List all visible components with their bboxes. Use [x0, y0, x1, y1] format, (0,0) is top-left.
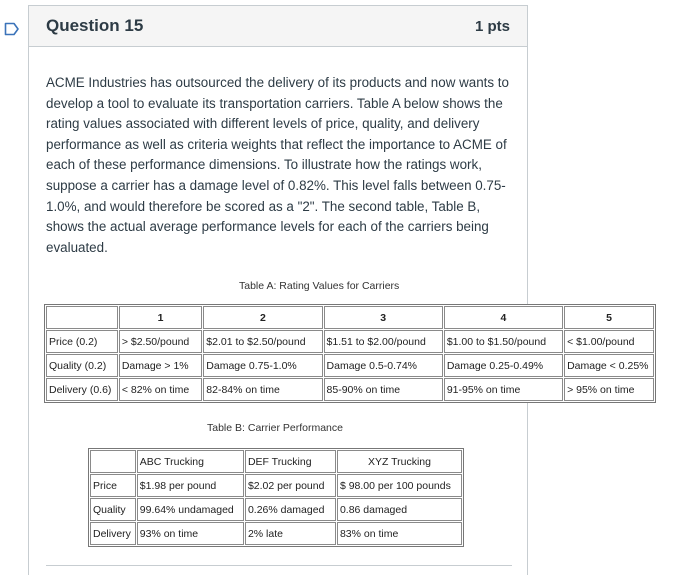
table-b-header-cell: ABC Trucking	[137, 450, 244, 473]
table-b-carrier-performance	[88, 448, 464, 547]
table-b-header-row	[90, 450, 462, 473]
table-b-cell: 0.26% damaged	[245, 498, 336, 521]
table-a-header-cell: 1	[119, 306, 202, 329]
table-a-header-cell: 5	[564, 306, 654, 329]
table-a-cell: Damage < 0.25%	[564, 354, 654, 377]
table-b-cell: 83% on time	[337, 522, 462, 545]
table-a-cell: 91-95% on time	[444, 378, 563, 401]
table-b-row-label: Quality	[90, 498, 136, 521]
table-a-corner-cell	[46, 306, 118, 329]
question-header	[29, 6, 527, 47]
table-b-header-cell: XYZ Trucking	[337, 450, 462, 473]
question-text: ACME Industries has outsourced the delivery of its products and now wants to develop a tool to evaluate its transportation carriers. Table A below shows the rating values associated with different levels of price, quality, and delivery performance as well as criteria weights that reflect the importance to ACME of each of these performance dimensions. To illustrate how the ratings work, suppose a carrier has a damage level of 0.82%. This level falls between 0.75-1.0%, and would therefore be scored as a "2". The second table, Table B, shows the actual average performance levels for each of the carriers being evaluated.	[46, 75, 509, 255]
question-title: Question 15	[46, 16, 144, 35]
table-b-caption: Table B: Carrier Performance	[207, 422, 343, 434]
table-b-row-label: Price	[90, 474, 136, 497]
table-b-row-label: Delivery	[90, 522, 136, 545]
table-b-cell: 2% late	[245, 522, 336, 545]
table-a-header-cell: 4	[444, 306, 563, 329]
table-a-cell: Damage 0.25-0.49%	[444, 354, 563, 377]
table-a-cell: Damage 0.75-1.0%	[203, 354, 322, 377]
table-a-header-row	[46, 306, 654, 329]
table-a-cell: $1.00 to $1.50/pound	[444, 330, 563, 353]
table-a-cell: Damage 0.5-0.74%	[324, 354, 443, 377]
table-a-cell: > $2.50/pound	[119, 330, 202, 353]
table-b-row-quality	[90, 498, 462, 521]
table-b-header-cell: DEF Trucking	[245, 450, 336, 473]
table-b-row-price	[90, 474, 462, 497]
table-a-row-label: Delivery (0.6)	[46, 378, 118, 401]
table-a-header-cell: 3	[324, 306, 443, 329]
table-b-cell: $1.98 per pound	[137, 474, 244, 497]
table-a-header-cell: 2	[203, 306, 322, 329]
table-a-cell: 85-90% on time	[324, 378, 443, 401]
table-b-cell: 93% on time	[137, 522, 244, 545]
table-a-row-delivery	[46, 378, 654, 401]
table-a-cell: Damage > 1%	[119, 354, 202, 377]
table-b-corner-cell	[90, 450, 136, 473]
table-a-row-label: Price (0.2)	[46, 330, 118, 353]
table-b-cell: 0.86 damaged	[337, 498, 462, 521]
table-a-caption: Table A: Rating Values for Carriers	[239, 280, 400, 292]
table-b-cell: $2.02 per pound	[245, 474, 336, 497]
bookmark-flag-icon[interactable]	[4, 22, 20, 36]
table-b-cell: 99.64% undamaged	[137, 498, 244, 521]
table-b-cell: $ 98.00 per 100 pounds	[337, 474, 462, 497]
table-a-row-quality	[46, 354, 654, 377]
table-a-cell: < $1.00/pound	[564, 330, 654, 353]
table-a-rating-values	[44, 304, 656, 403]
table-b-row-delivery	[90, 522, 462, 545]
table-a-cell: $2.01 to $2.50/pound	[203, 330, 322, 353]
question-points: 1 pts	[474, 17, 510, 35]
table-a-row-label: Quality (0.2)	[46, 354, 118, 377]
table-a-cell: > 95% on time	[564, 378, 654, 401]
divider	[46, 565, 512, 566]
table-a-row-price	[46, 330, 654, 353]
table-a-cell: $1.51 to $2.00/pound	[324, 330, 443, 353]
table-a-cell: < 82% on time	[119, 378, 202, 401]
table-a-cell: 82-84% on time	[203, 378, 322, 401]
